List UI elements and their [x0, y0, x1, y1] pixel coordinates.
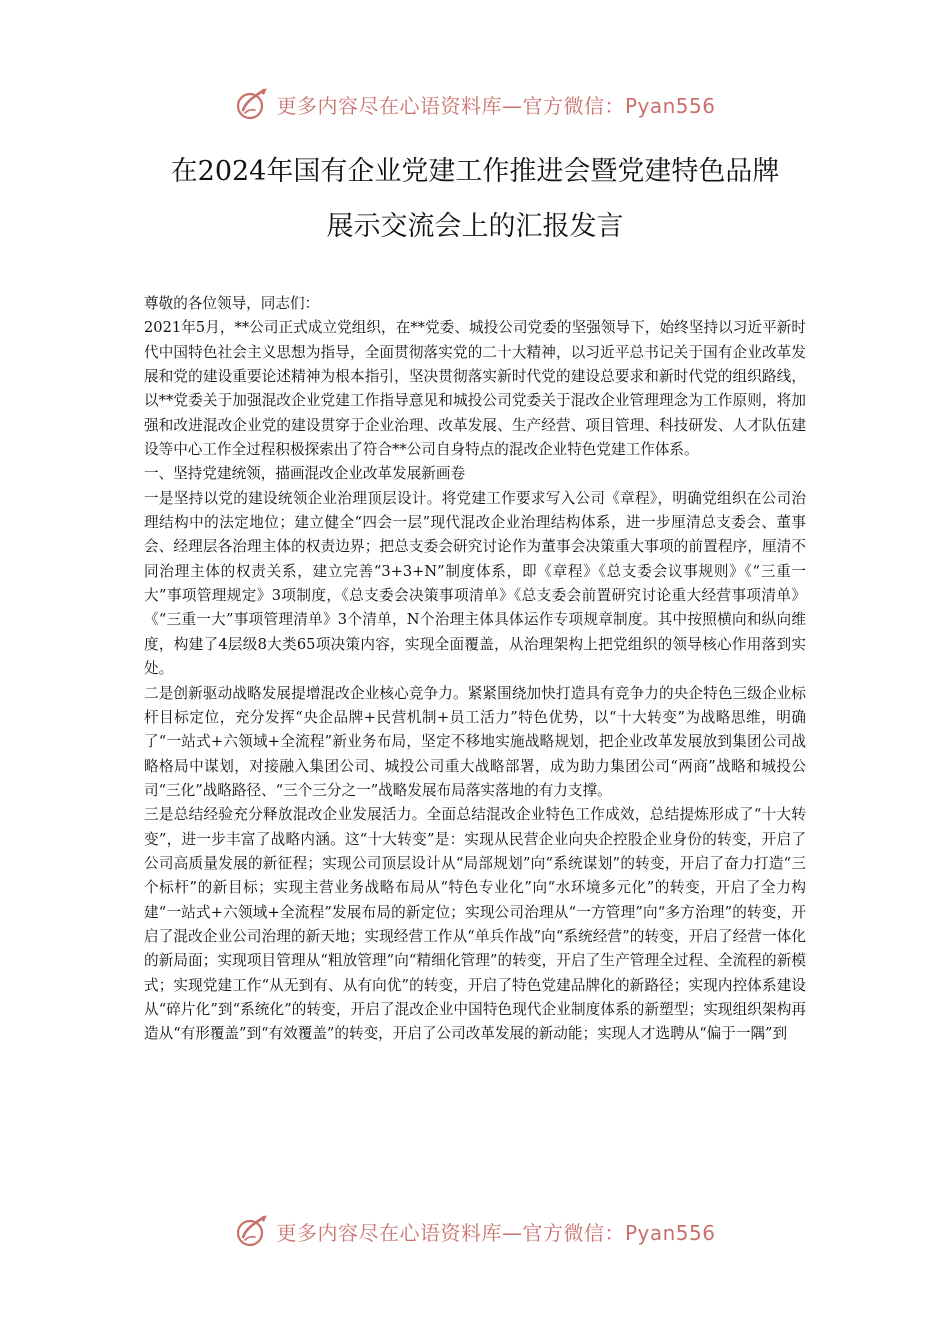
- section-heading-1: 一、坚持党建统领，描画混改企业改革发展新画卷: [144, 465, 466, 483]
- paragraph-point-1: 一是坚持以党的建设统领企业治理顶层设计。将党建工作要求写入公司《章程》，明确党组织在公司治理结构中的法定地位；建立健全“四会一层”现代混改企业治理结构体系，进一步厘清总支委会、董事会、经理层各治理主体的权责边界；把总支委会研究讨论作为董事会决策重大事项的前置程序，厘清不同治理主体的权责关系，建立完善“3+3+N”制度体系，即《章程》《总支委会议事规则》《“三重一大”事项管理规定》3项制度，《总支委会决策事项清单》《总支委会前置研究讨论重大经营事项清单》《“三重一大”事项管理清单》3个清单，N个治理主体具体运作专项规章制度。其中按照横向和纵向维度，构建了4层级8大类65项决策内容，实现全面覆盖，从治理架构上把党组织的领导核心作用落到实处。: [144, 489, 806, 678]
- watermark-text: 更多内容尽在心语资料库—官方微信：Pyan556: [276, 93, 716, 118]
- title-line-2: 展示交流会上的汇报发言: [326, 211, 624, 242]
- salutation: 尊敬的各位领导，同志们：: [144, 295, 320, 312]
- document-title: [120, 144, 830, 254]
- paragraph-point-3: 三是总结经验充分释放混改企业发展活力。全面总结混改企业特色工作成效，总结提炼形成了“十大转变”，进一步丰富了战略内涵。这“十大转变”是：实现从民营企业向央企控股企业身份的转变，开启了公司高质量发展的新征程；实现公司顶层设计从“局部规划”向“系统谋划”的转变，开启了奋力打造“三个标杆”的新目标；实现主营业务战略布局从“特色专业化”向“水环境多元化”的转变，开启了全力构建“一站式+六领域+全流程”发展布局的新定位；实现公司治理从“一方管理”向“多方治理”的转变，开启了混改企业公司治理的新天地；实现经营工作从“单兵作战”向“系统经营”的转变，开启了经营一体化的新局面；实现项目管理从“粗放管理”向“精细化管理”的转变，开启了生产管理全过程、全流程的新模式；实现党建工作“从无到有、从有向优”的转变，开启了特色党建品牌化的新路径；实现内控体系建设从“碎片化”到“系统化”的转变，开启了混改企业中国特色现代企业制度体系的新塑型；实现组织架构再造从“有形覆盖”到“有效覆盖”的转变，开启了公司改革发展的新动能；实现人才选聘从“偏于一隅”到: [144, 806, 806, 1043]
- watermark-header: [0, 84, 950, 124]
- watermark-text: 更多内容尽在心语资料库—官方微信：Pyan556: [276, 1220, 716, 1245]
- document-body: [144, 292, 806, 1047]
- title-line-1: 在2024年国有企业党建工作推进会暨党建特色品牌: [170, 156, 780, 187]
- pen-logo-icon: [234, 1213, 270, 1249]
- paragraph-intro: 2021年5月，**公司正式成立党组织，在**党委、城投公司党委的坚强领导下，始终坚持以习近平新时代中国特色社会主义思想为指导，全面贯彻落实党的二十大精神，以习近平总书记关于国有企业改革发展和党的建设重要论述精神为根本指引，坚决贯彻落实新时代党的建设总要求和新时代党的组织路线，以**党委关于加强混改企业党建工作指导意见和城投公司党委关于混改企业管理理念为工作原则，将加强和改进混改企业党的建设贯穿于企业治理、改革发展、生产经营、项目管理、科技研发、人才队伍建设等中心工作全过程积极探索出了符合**公司自身特点的混改企业特色党建工作体系。: [144, 319, 806, 459]
- watermark-footer: [0, 1211, 950, 1251]
- pen-logo-icon: [234, 86, 270, 122]
- paragraph-point-2: 二是创新驱动战略发展提增混改企业核心竞争力。紧紧围绕加快打造具有竞争力的央企特色三级企业标杆目标定位，充分发挥“央企品牌+民营机制+员工活力”特色优势，以“十大转变”为战略思维，明确了“一站式+六领域+全流程”新业务布局，坚定不移地实施战略规划，把企业改革发展放到集团公司战略格局中谋划，对接融入集团公司、城投公司重大战略部署，成为助力集团公司“两商”战略和城投公司“三化”战略路径、“三个三分之一”战略发展布局落实落地的有力支撑。: [144, 684, 806, 799]
